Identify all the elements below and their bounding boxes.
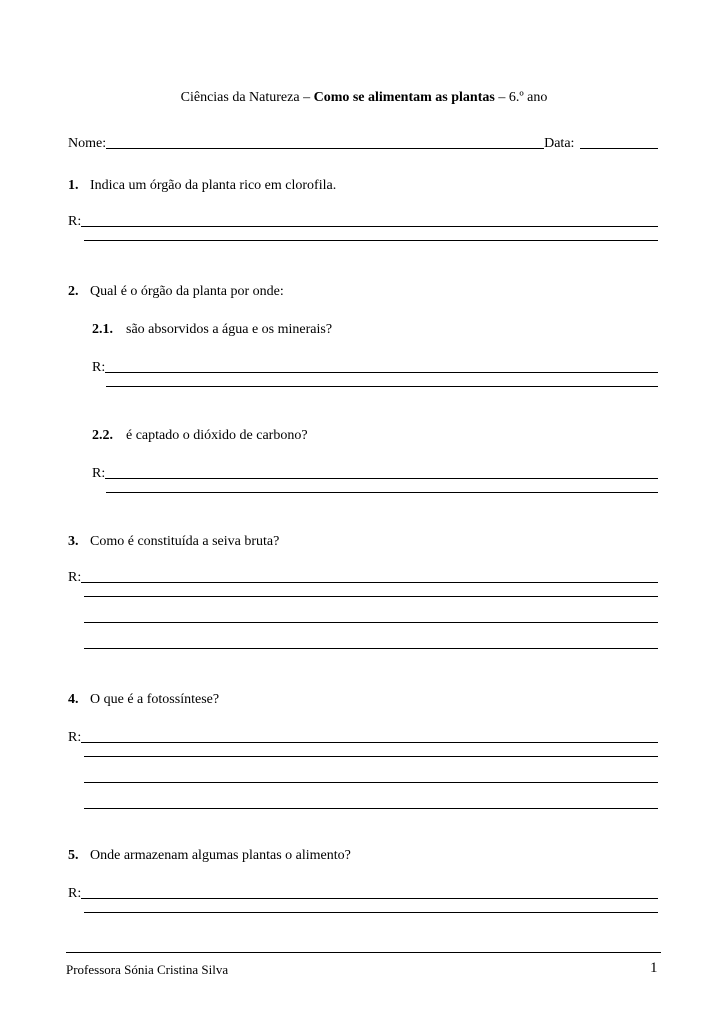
question-3 — [68, 534, 279, 550]
footer-divider — [66, 952, 661, 953]
question-text: Onde armazenam algumas plantas o alimento? — [90, 848, 351, 863]
question-2-1 — [92, 322, 332, 338]
answer-label: R: — [92, 466, 106, 481]
page-number: 1 — [650, 960, 658, 976]
question-number: 4. — [68, 692, 79, 707]
answer-line[interactable] — [84, 782, 658, 786]
answer-label: R: — [92, 360, 106, 375]
name-label: Nome: — [68, 136, 107, 151]
answer-line[interactable] — [68, 730, 658, 746]
question-5 — [68, 848, 351, 864]
question-2-2 — [92, 428, 308, 444]
answer-label: R: — [68, 214, 82, 229]
question-number: 3. — [68, 534, 79, 549]
title-topic: Como se alimentam as plantas — [313, 90, 495, 105]
question-number: 2.1. — [92, 322, 113, 337]
date-label: Data: — [544, 136, 575, 151]
question-number: 5. — [68, 848, 79, 863]
title-subject: Ciências da Natureza – — [180, 90, 314, 105]
answer-line[interactable] — [84, 596, 658, 600]
question-text: Qual é o órgão da planta por onde: — [90, 284, 284, 299]
title-grade: – 6.º ano — [494, 90, 548, 105]
answer-line[interactable] — [92, 466, 658, 482]
answer-line[interactable] — [68, 214, 658, 230]
answer-line[interactable] — [84, 912, 658, 916]
answer-line[interactable] — [84, 240, 658, 244]
question-text: é captado o dióxido de carbono? — [126, 428, 308, 443]
answer-line[interactable] — [106, 386, 658, 390]
question-1 — [68, 178, 336, 194]
question-number: 1. — [68, 178, 79, 193]
question-text: Indica um órgão da planta rico em clorofila. — [90, 178, 337, 193]
name-field[interactable] — [106, 148, 544, 149]
answer-label: R: — [68, 570, 82, 585]
answer-line[interactable] — [84, 622, 658, 626]
question-4 — [68, 692, 219, 708]
question-2 — [68, 284, 284, 300]
answer-label: R: — [68, 886, 82, 901]
page-title — [0, 90, 728, 106]
question-number: 2. — [68, 284, 79, 299]
answer-line[interactable] — [106, 492, 658, 496]
question-number: 2.2. — [92, 428, 113, 443]
answer-line[interactable] — [68, 570, 658, 586]
answer-line[interactable] — [84, 808, 658, 812]
answer-line[interactable] — [84, 756, 658, 760]
answer-label: R: — [68, 730, 82, 745]
question-text: O que é a fotossíntese? — [90, 692, 220, 707]
footer-author: Professora Sónia Cristina Silva — [66, 962, 229, 977]
answer-line[interactable] — [92, 360, 658, 376]
answer-line[interactable] — [84, 648, 658, 652]
date-field[interactable] — [580, 148, 658, 149]
answer-line[interactable] — [68, 886, 658, 902]
question-text: Como é constituída a seiva bruta? — [90, 534, 280, 549]
name-date-row — [68, 136, 658, 152]
question-text: são absorvidos a água e os minerais? — [126, 322, 333, 337]
